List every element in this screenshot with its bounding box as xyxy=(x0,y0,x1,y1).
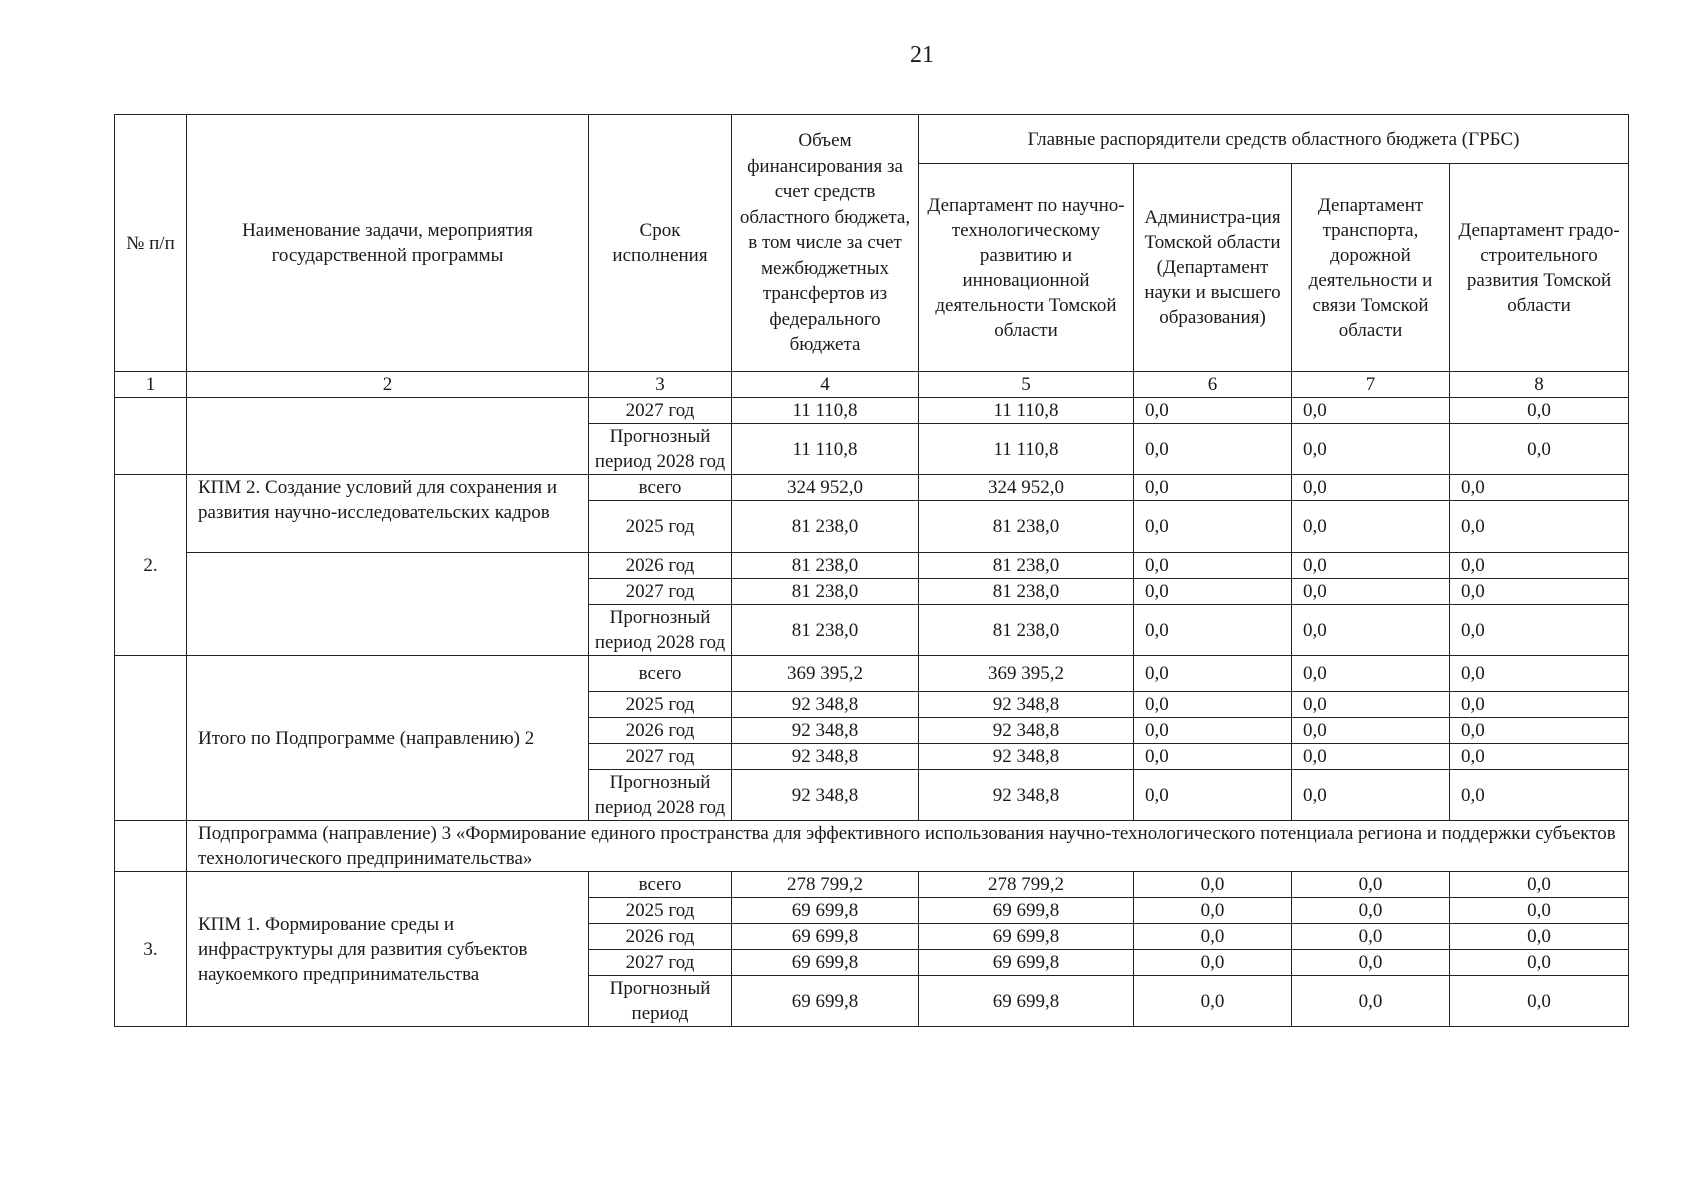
value-cell: 69 699,8 xyxy=(732,924,919,950)
value-cell: 11 110,8 xyxy=(919,424,1134,475)
term-cell: 2026 год xyxy=(589,718,732,744)
value-cell: 0,0 xyxy=(1134,553,1292,579)
value-cell: 0,0 xyxy=(1134,898,1292,924)
table-row xyxy=(115,398,1629,424)
value-cell: 0,0 xyxy=(1450,872,1629,898)
value-cell: 0,0 xyxy=(1450,553,1629,579)
term-cell: 2025 год xyxy=(589,898,732,924)
term-cell: 2025 год xyxy=(589,692,732,718)
value-cell: 0,0 xyxy=(1134,579,1292,605)
col-number: 2 xyxy=(187,372,589,398)
value-cell: 81 238,0 xyxy=(919,605,1134,656)
value-cell: 11 110,8 xyxy=(919,398,1134,424)
row-name-cell xyxy=(187,553,589,656)
value-cell: 92 348,8 xyxy=(919,744,1134,770)
value-cell: 0,0 xyxy=(1134,424,1292,475)
header-volume: Объем финансирования за счет средств областного бюджета, в том числе за счет межбюджетных трансфертов из федерального бюджета xyxy=(732,115,919,372)
subprogram-row xyxy=(115,821,1629,872)
value-cell: 0,0 xyxy=(1292,744,1450,770)
value-cell: 0,0 xyxy=(1292,692,1450,718)
table-row xyxy=(115,872,1629,898)
value-cell: 0,0 xyxy=(1450,976,1629,1027)
row-number: 3. xyxy=(115,872,187,1027)
value-cell: 369 395,2 xyxy=(919,656,1134,692)
term-cell: 2026 год xyxy=(589,924,732,950)
value-cell: 0,0 xyxy=(1292,898,1450,924)
value-cell: 0,0 xyxy=(1450,898,1629,924)
value-cell: 0,0 xyxy=(1134,501,1292,553)
header-term: Срок исполнения xyxy=(589,115,732,372)
row-number: 2. xyxy=(115,475,187,656)
term-cell: 2027 год xyxy=(589,398,732,424)
col-number: 8 xyxy=(1450,372,1629,398)
value-cell: 92 348,8 xyxy=(732,770,919,821)
value-cell: 0,0 xyxy=(1292,553,1450,579)
col-number: 6 xyxy=(1134,372,1292,398)
value-cell: 69 699,8 xyxy=(919,898,1134,924)
value-cell: 69 699,8 xyxy=(919,950,1134,976)
value-cell: 0,0 xyxy=(1450,424,1629,475)
header-grbs: Главные распорядители средств областного бюджета (ГРБС) xyxy=(919,115,1629,164)
value-cell: 81 238,0 xyxy=(732,579,919,605)
value-cell: 0,0 xyxy=(1134,718,1292,744)
value-cell: 81 238,0 xyxy=(732,553,919,579)
value-cell: 0,0 xyxy=(1292,579,1450,605)
value-cell: 92 348,8 xyxy=(919,770,1134,821)
col-number: 4 xyxy=(732,372,919,398)
header-name: Наименование задачи, мероприятия государственной программы xyxy=(187,115,589,372)
value-cell: 81 238,0 xyxy=(732,605,919,656)
header-dept2: Администра-ция Томской области (Департамент науки и высшего образования) xyxy=(1134,164,1292,372)
page-number: 21 xyxy=(910,42,934,68)
header-num: № п/п xyxy=(115,115,187,372)
value-cell: 0,0 xyxy=(1292,950,1450,976)
value-cell: 0,0 xyxy=(1450,744,1629,770)
value-cell: 0,0 xyxy=(1292,718,1450,744)
value-cell: 0,0 xyxy=(1292,924,1450,950)
value-cell: 81 238,0 xyxy=(919,579,1134,605)
col-number: 3 xyxy=(589,372,732,398)
header-dept1: Департамент по научно-технологическому развитию и инновационной деятельности Томской области xyxy=(919,164,1134,372)
total-name: Итого по Подпрограмме (направлению) 2 xyxy=(187,656,589,821)
value-cell: 92 348,8 xyxy=(919,718,1134,744)
value-cell: 11 110,8 xyxy=(732,398,919,424)
value-cell: 0,0 xyxy=(1134,605,1292,656)
value-cell: 0,0 xyxy=(1450,579,1629,605)
value-cell: 81 238,0 xyxy=(919,553,1134,579)
value-cell: 92 348,8 xyxy=(919,692,1134,718)
term-cell: Прогнозный период xyxy=(589,976,732,1027)
value-cell: 0,0 xyxy=(1134,950,1292,976)
term-cell: всего xyxy=(589,475,732,501)
table-row xyxy=(115,656,1629,692)
value-cell: 0,0 xyxy=(1450,475,1629,501)
value-cell: 92 348,8 xyxy=(732,692,919,718)
value-cell: 0,0 xyxy=(1134,398,1292,424)
header-dept4: Департамент градо-строительного развития Томской области xyxy=(1450,164,1629,372)
value-cell: 69 699,8 xyxy=(732,950,919,976)
value-cell: 0,0 xyxy=(1292,872,1450,898)
row-number-cell xyxy=(115,656,187,821)
value-cell: 278 799,2 xyxy=(732,872,919,898)
value-cell: 369 395,2 xyxy=(732,656,919,692)
value-cell: 0,0 xyxy=(1450,718,1629,744)
value-cell: 0,0 xyxy=(1292,475,1450,501)
subprogram-title: Подпрограмма (направление) 3 «Формирование единого пространства для эффективного использования научно-технологического потенциала региона и поддержки субъектов технологического предпринимательства» xyxy=(187,821,1629,872)
term-cell: всего xyxy=(589,656,732,692)
value-cell: 0,0 xyxy=(1450,770,1629,821)
col-number: 1 xyxy=(115,372,187,398)
value-cell: 69 699,8 xyxy=(732,898,919,924)
value-cell: 69 699,8 xyxy=(732,976,919,1027)
value-cell: 324 952,0 xyxy=(919,475,1134,501)
value-cell: 11 110,8 xyxy=(732,424,919,475)
budget-table xyxy=(114,114,1629,1027)
value-cell: 0,0 xyxy=(1450,656,1629,692)
term-cell: 2025 год xyxy=(589,501,732,553)
value-cell: 324 952,0 xyxy=(732,475,919,501)
row-name-cell xyxy=(187,398,589,475)
value-cell: 0,0 xyxy=(1292,424,1450,475)
table-row xyxy=(115,475,1629,501)
value-cell: 0,0 xyxy=(1134,656,1292,692)
value-cell: 81 238,0 xyxy=(919,501,1134,553)
value-cell: 0,0 xyxy=(1292,605,1450,656)
value-cell: 0,0 xyxy=(1450,605,1629,656)
value-cell: 0,0 xyxy=(1292,398,1450,424)
term-cell: всего xyxy=(589,872,732,898)
term-cell: Прогнозный период 2028 год xyxy=(589,605,732,656)
value-cell: 0,0 xyxy=(1450,924,1629,950)
term-cell: 2027 год xyxy=(589,579,732,605)
table-row xyxy=(115,553,1629,579)
value-cell: 0,0 xyxy=(1450,501,1629,553)
term-cell: 2027 год xyxy=(589,744,732,770)
row-number-cell xyxy=(115,398,187,475)
col-number: 7 xyxy=(1292,372,1450,398)
value-cell: 0,0 xyxy=(1292,770,1450,821)
value-cell: 0,0 xyxy=(1134,770,1292,821)
term-cell: 2027 год xyxy=(589,950,732,976)
value-cell: 0,0 xyxy=(1134,872,1292,898)
task-name: КПМ 2. Создание условий для сохранения и развития научно-исследовательских кадров xyxy=(187,475,589,553)
value-cell: 0,0 xyxy=(1134,692,1292,718)
value-cell: 278 799,2 xyxy=(919,872,1134,898)
value-cell: 81 238,0 xyxy=(732,501,919,553)
value-cell: 0,0 xyxy=(1292,656,1450,692)
value-cell: 0,0 xyxy=(1292,501,1450,553)
value-cell: 0,0 xyxy=(1134,475,1292,501)
term-cell: Прогнозный период 2028 год xyxy=(589,424,732,475)
value-cell: 0,0 xyxy=(1450,950,1629,976)
value-cell: 92 348,8 xyxy=(732,718,919,744)
value-cell: 69 699,8 xyxy=(919,924,1134,950)
value-cell: 92 348,8 xyxy=(732,744,919,770)
value-cell: 0,0 xyxy=(1134,924,1292,950)
value-cell: 0,0 xyxy=(1450,398,1629,424)
value-cell: 0,0 xyxy=(1134,744,1292,770)
value-cell: 0,0 xyxy=(1450,692,1629,718)
term-cell: 2026 год xyxy=(589,553,732,579)
row-number-cell xyxy=(115,821,187,872)
value-cell: 0,0 xyxy=(1292,976,1450,1027)
column-number-row xyxy=(115,372,1629,398)
value-cell: 0,0 xyxy=(1134,976,1292,1027)
term-cell: Прогнозный период 2028 год xyxy=(589,770,732,821)
task-name: КПМ 1. Формирование среды и инфраструктуры для развития субъектов наукоемкого предпринимательства xyxy=(187,872,589,1027)
header-row xyxy=(115,115,1629,164)
header-dept3: Департамент транспорта, дорожной деятельности и связи Томской области xyxy=(1292,164,1450,372)
value-cell: 69 699,8 xyxy=(919,976,1134,1027)
col-number: 5 xyxy=(919,372,1134,398)
